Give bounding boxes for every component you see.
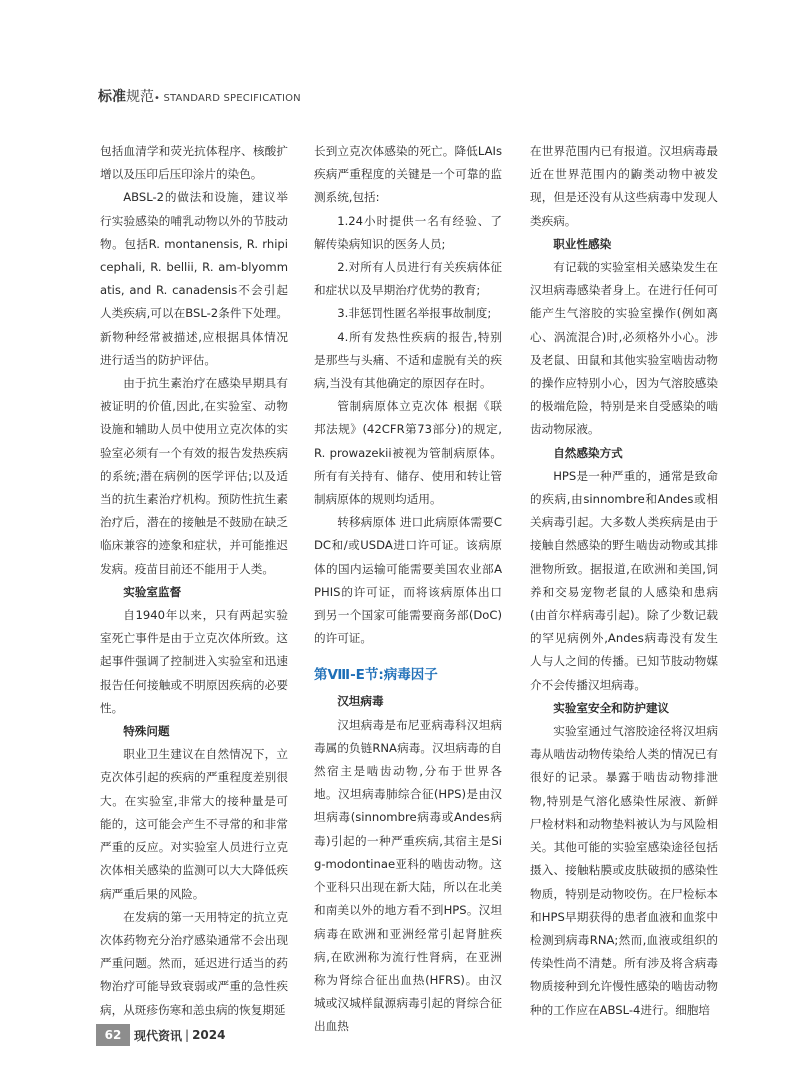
paragraph: 由于抗生素治疗在感染早期具有被证明的价值,因此,在实验室、动物设施和辅助人员中使用立克次体的实验室必须有一个有效的报告发热疾病的系统;潜在病例的医学评估;以及适当的抗生素治疗机构。预防性抗生素治疗后，潜在的接触是不鼓励在缺乏临床兼容的迹象和症状，并可能推迟发病。疫苗目前还不能用于人类。 — [100, 376, 288, 576]
subheading-hantavirus: 汉坦病毒 — [337, 694, 384, 709]
subheading-natural-infection: 自然感染方式 — [553, 445, 623, 460]
header-title-bold: 标准 — [98, 89, 126, 105]
section-heading: 第Ⅷ-E节:病毒因子 — [314, 667, 438, 684]
paragraph: 在发病的第一天用特定的抗立克次体药物充分治疗感染通常不会出现严重问题。然而，延迟进行适当的药物治疗可能导致衰弱或严重的急性疾病，从斑疹伤寒和恙虫病的恢复期延 — [100, 909, 288, 1017]
paragraph: 职业卫生建议在自然情况下，立克次体引起的疾病的严重程度差别很大。在实验室,非常大的接种量是可能的，这可能会产生不寻常的和非常严重的反应。对实验室人员进行立克次体相关感染的监测可以大大降低疾病严重后果的风险。 — [100, 747, 288, 901]
page-number: 62 — [96, 1024, 130, 1046]
magazine-name: 现代资讯 — [134, 1028, 183, 1043]
column-3 — [530, 140, 718, 1022]
footer-separator: | — [185, 1028, 190, 1042]
subheading-lab-safety: 实验室安全和防护建议 — [553, 700, 670, 715]
column-1 — [100, 140, 288, 1022]
subheading-occupational-infection: 职业性感染 — [553, 236, 612, 251]
page-header — [98, 86, 301, 106]
paragraph: 长到立克次体感染的死亡。降低LAIs疾病严重程度的关键是一个可靠的监测系统,包括: — [314, 144, 502, 205]
subheading-lab-supervision: 实验室监督 — [123, 584, 182, 599]
paragraph: 实验室通过气溶胶途径将汉坦病毒从啮齿动物传染给人类的情况已有很好的记录。暴露于啮齿动物排泄物,特别是气溶化感染性尿液、新鲜尸检材料和动物垫料被认为与风险相关。其他可能的实验室感染途径包括摄入、接触粘膜或皮肤破损的感染性物质，特别是动物咬伤。在尸检标本和HPS早期获得的患者血液和血浆中检测到病毒RNA;然而,血液或组织的传染性尚不清楚。所有涉及将含病毒物质接种到允许慢性感染的啮齿动物种的工作应在ABSL-4进行。细胞培 — [530, 724, 718, 1017]
list-item: 4.所有发热性疾病的报告,特别是那些与头痛、不适和虚脱有关的疾病,当没有其他确定的原因存在时。 — [314, 329, 502, 391]
list-item: 2.对所有人员进行有关疾病体征和症状以及早期治疗优势的教育; — [314, 260, 502, 298]
paragraph: ABSL-2的做法和设施，建议举行实验感染的哺乳动物以外的节肢动物。包括R. montanensis, R. rhipicephali, R. bellii, R. am-blyommatis, and R. canadensis不会引起人类疾病,可以在BSL-2条件下处理。新物种经常被描述,应根据具体情况进行适当的防护评估。 — [100, 190, 288, 367]
paragraph: 包括血清学和荧光抗体程序、核酸扩增以及压印后压印涂片的染色。 — [100, 144, 288, 182]
paragraph: 自1940年以来，只有两起实验室死亡事件是由于立克次体所致。这起事件强调了控制进入实验室和迅速报告任何接触或不明原因疾病的必要性。 — [100, 608, 288, 715]
article-body — [100, 140, 718, 1034]
header-subtitle: • STANDARD SPECIFICATION — [154, 93, 301, 104]
paragraph: 管制病原体立克次体 根据《联邦法规》(42CFR第73部分)的规定, R. prowazekii被视为管制病原体。所有有关持有、储存、使用和转让管制病原体的规则均适用。 — [314, 399, 502, 507]
header-title-rest: 规范 — [126, 89, 154, 105]
paragraph: 在世界范围内已有报道。汉坦病毒最近在世界范围内的鼩类动物中被发现，但是还没有从这些病毒中发现人类疾病。 — [530, 144, 718, 228]
column-2 — [314, 140, 502, 1039]
list-item: 3.非惩罚性匿名举报事故制度; — [337, 306, 492, 321]
paragraph: 有记载的实验室相关感染发生在汉坦病毒感染者身上。在进行任何可能产生气溶胶的实验室操作(例如离心、涡流混合)时,必须格外小心。涉及老鼠、田鼠和其他实验室啮齿动物的操作应特别小心，因为气溶胶感染的极端危险，特别是来自受感染的啮齿动物尿液。 — [530, 260, 718, 437]
list-item: 1.24小时提供一名有经验、了解传染病知识的医务人员; — [314, 213, 502, 251]
paragraph: 汉坦病毒是布尼亚病毒科汉坦病毒属的负链RNA病毒。汉坦病毒的自然宿主是啮齿动物,分布于世界各地。汉坦病毒肺综合征(HPS)是由汉坦病毒(sinnombre病毒或Andes病毒)引起的一种严重疾病,其宿主是Sig-modontinae亚科的啮齿动物。这个亚科只出现在新大陆，所以在北美和南美以外的地方看不到HPS。汉坦病毒在欧洲和亚洲经常引起肾脏疾病,在欧洲称为流行性肾病，在亚洲称为肾综合征出血热(HFRS)。由汉城或汉城样鼠源病毒引起的肾综合征出血热 — [314, 717, 502, 1034]
footer-year: 2024 — [192, 1028, 226, 1042]
paragraph: HPS是一种严重的，通常是致命的疾病,由sinnombre和Andes或相关病毒引起。大多数人类疾病是由于接触自然感染的野生啮齿动物或其排泄物所致。据报道,在欧洲和美国,饲养和交易宠物老鼠的人感染和患病(由首尔样病毒引起)。除了少数记载的罕见病例外,Andes病毒没有发生人与人之间的传播。已知节肢动物媒介不会传播汉坦病毒。 — [530, 468, 718, 692]
subheading-special-issues: 特殊问题 — [123, 724, 170, 739]
page-footer — [96, 1024, 225, 1046]
paragraph: 转移病原体 进口此病原体需要CDC和/或USDA进口许可证。该病原体的国内运输可能需要美国农业部APHIS的许可证，而将该病原体出口到另一个国家可能需要商务部(DoC)的许可证。 — [314, 515, 502, 646]
